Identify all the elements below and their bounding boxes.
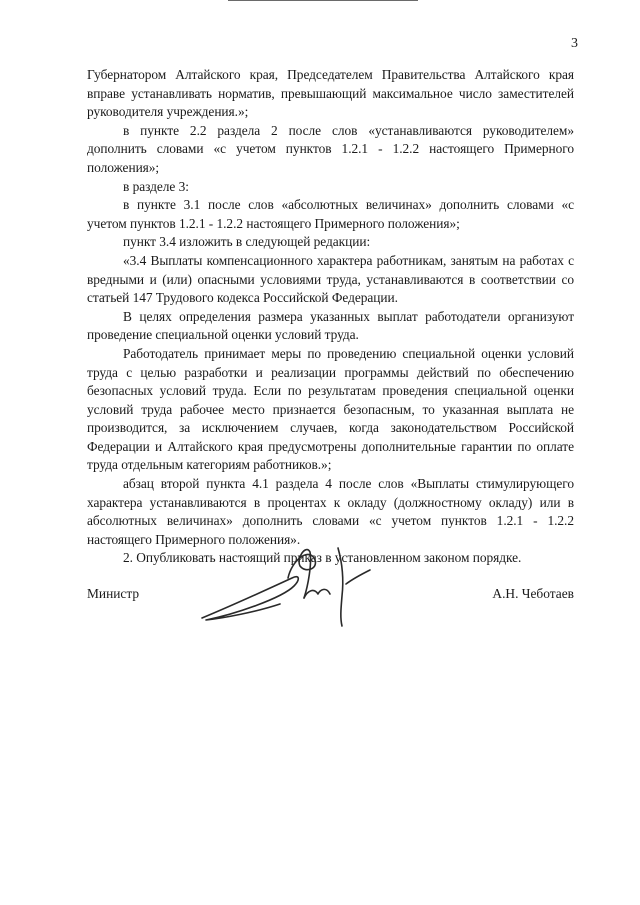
top-edge-line [228,0,418,1]
signatory-title: Министр [87,586,140,601]
paragraph-point-3-1: в пункте 3.1 после слов «абсолютных величинах» дополнить словами «с учетом пунктов 1.2.1 - 1.2.2 настоящего Примерного положения»; [87,197,574,231]
paragraph-employer-measures: Работодатель принимает меры по проведению специальной оценки условий труда с целью разработки и реализации программы действий по обеспечению безопасных условий труда. Если по результатам проведения специальной оценки условий труда рабочее место признается безопасным, то указанная выплата не производится, за исключением случаев, когда законодательством Российской Федерации и Алтайского края предусмотрены дополнительные гарантии по оплате труда отдельным категориям работников.»; [87,345,574,473]
document-body [87,66,574,568]
paragraph-section-3: в разделе 3: [123,178,189,194]
handwritten-signature [196,538,386,630]
page-number: 3 [571,36,578,51]
paragraph-point-3-4-text: «3.4 Выплаты компенсационного характера работникам, занятым на работах с вредными и (или) опасными условиями труда, устанавливаются в соответствии со статьей 147 Трудового кодекса Российской Федерации. [87,252,574,306]
paragraph-special-assessment: В целях определения размера указанных выплат работодатели организуют проведение специальной оценки условий труда. [87,308,574,343]
paragraph-point-2-2: в пункте 2.2 раздела 2 после слов «устанавливаются руководителем» дополнить словами «с учетом пунктов 1.2.1 - 1.2.2 настоящего Примерного положения»; [87,122,574,175]
paragraph-continuation: Губернатором Алтайского края, Председателем Правительства Алтайского края вправе устанавливать норматив, превышающий максимальное число заместителей руководителя учреждения.»; [87,67,574,120]
signatory-name: А.Н. Чеботаев [492,586,574,601]
paragraph-publish: 2. Опубликовать настоящий приказ в установленном законом порядке. [123,550,522,566]
signature-block [87,585,574,605]
paragraph-point-4-1: абзац второй пункта 4.1 раздела 4 после слов «Выплаты стимулирующего характера устанавливаются в процентах к окладу (должностному окладу) или в абсолютных величинах» дополнить словами «с учетом пунктов 1.2.1 - 1.2.2 настоящего Примерного положения». [87,476,574,547]
paragraph-point-3-4-intro: пункт 3.4 изложить в следующей редакции: [123,234,371,250]
